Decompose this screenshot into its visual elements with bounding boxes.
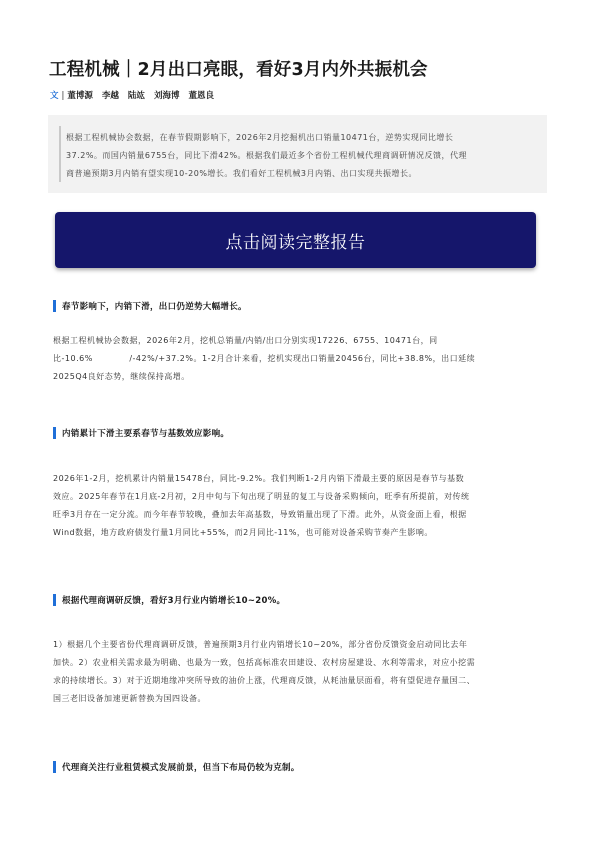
section-marker bbox=[53, 761, 56, 773]
paragraph-line: 根据工程机械协会数据，2026年2月，挖机总销量/内销/出口分别实现17226、6755、10471台，同 bbox=[53, 336, 438, 345]
paragraph-line: 1）根据几个主要省份代理商调研反馈，普遍预期3月行业内销增长10~20%，部分省份反馈资金启动同比去年 bbox=[53, 640, 468, 649]
summary-line: 根据工程机械协会数据，在春节假期影响下，2026年2月挖掘机出口销量10471台，逆势实现同比增长 bbox=[66, 133, 454, 142]
section-heading bbox=[53, 427, 229, 439]
section-heading bbox=[53, 594, 285, 606]
byline-separator: | bbox=[61, 91, 65, 101]
author-name: 陆竑 bbox=[127, 91, 145, 101]
article-title: 工程机械｜2月出口亮眼，看好3月内外共振机会 bbox=[49, 60, 428, 80]
author-name: 董博源 bbox=[67, 91, 93, 101]
paragraph-line: 效应。2025年春节在1月底-2月初，2月中旬与下旬出现了明显的复工与设备采购倾向，旺季有所提前，对传统 bbox=[53, 492, 470, 501]
section-marker bbox=[53, 300, 56, 312]
section-paragraph bbox=[53, 332, 545, 386]
author-name: 李越 bbox=[101, 91, 119, 101]
summary-text bbox=[66, 129, 536, 183]
author-name: 刘海博 bbox=[153, 91, 180, 101]
paragraph-line: 国三老旧设备加速更新替换为国四设备。 bbox=[53, 694, 206, 703]
byline-prefix: 文 bbox=[50, 91, 59, 101]
section-heading-label: 根据代理商调研反馈，看好3月行业内销增长10~20%。 bbox=[62, 596, 286, 606]
paragraph-line: 旺季3月存在一定分流。而今年春节较晚，叠加去年高基数，导致销量出现了下滑。此外，从资金面上看，根据 bbox=[53, 510, 467, 519]
summary-box bbox=[48, 115, 547, 193]
summary-line: 37.2%。而国内销量6755台，同比下滑42%。根据我们最近多个省份工程机械代理商调研情况反馈，代理 bbox=[66, 151, 468, 160]
section-paragraph bbox=[53, 636, 545, 708]
section-heading bbox=[53, 761, 300, 773]
paragraph-line: 2026年1-2月，挖机累计内销量15478台，同比-9.2%。我们判断1-2月内销下滑最主要的原因是春节与基数 bbox=[53, 474, 465, 483]
section-heading bbox=[53, 300, 247, 312]
section-heading-label: 内销累计下滑主要系春节与基数效应影响。 bbox=[62, 429, 230, 439]
author-name: 董恩良 bbox=[188, 91, 214, 101]
paragraph-line: Wind数据，地方政府债发行量1月同比+55%，而2月同比-11%，也可能对设备采购节奏产生影响。 bbox=[53, 528, 433, 537]
summary-quote-bar bbox=[59, 126, 61, 182]
section-marker bbox=[53, 427, 56, 439]
section-marker bbox=[53, 594, 56, 606]
section-paragraph bbox=[53, 470, 545, 542]
section-heading-label: 春节影响下，内销下滑，出口仍逆势大幅增长。 bbox=[62, 302, 247, 312]
read-full-report-button[interactable]: 点击阅读完整报告 bbox=[55, 212, 536, 268]
section-heading-label: 代理商关注行业租赁模式发展前景，但当下布局仍较为克制。 bbox=[62, 763, 300, 773]
summary-line: 商普遍预期3月内销有望实现10-20%增长。我们看好工程机械3月内销、出口实现共振增长。 bbox=[66, 169, 418, 178]
paragraph-line: 比-10.6% /-42%/+37.2%。1-2月合计来看，挖机实现出口销量20456台，同比+38.8%，出口延续 bbox=[53, 354, 476, 363]
paragraph-line: 求的持续增长。3）对于近期地缘冲突所导致的油价上涨，代理商反馈，从耗油量层面看，将有望促进存量国二、 bbox=[53, 676, 476, 685]
paragraph-line: 加快。2）农业相关需求最为明确、也最为一致，包括高标准农田建设、农村房屋建设、水利等需求，对应小挖需 bbox=[53, 658, 476, 667]
paragraph-line: 2025Q4良好态势，继续保持高增。 bbox=[53, 372, 190, 381]
byline bbox=[50, 89, 223, 101]
